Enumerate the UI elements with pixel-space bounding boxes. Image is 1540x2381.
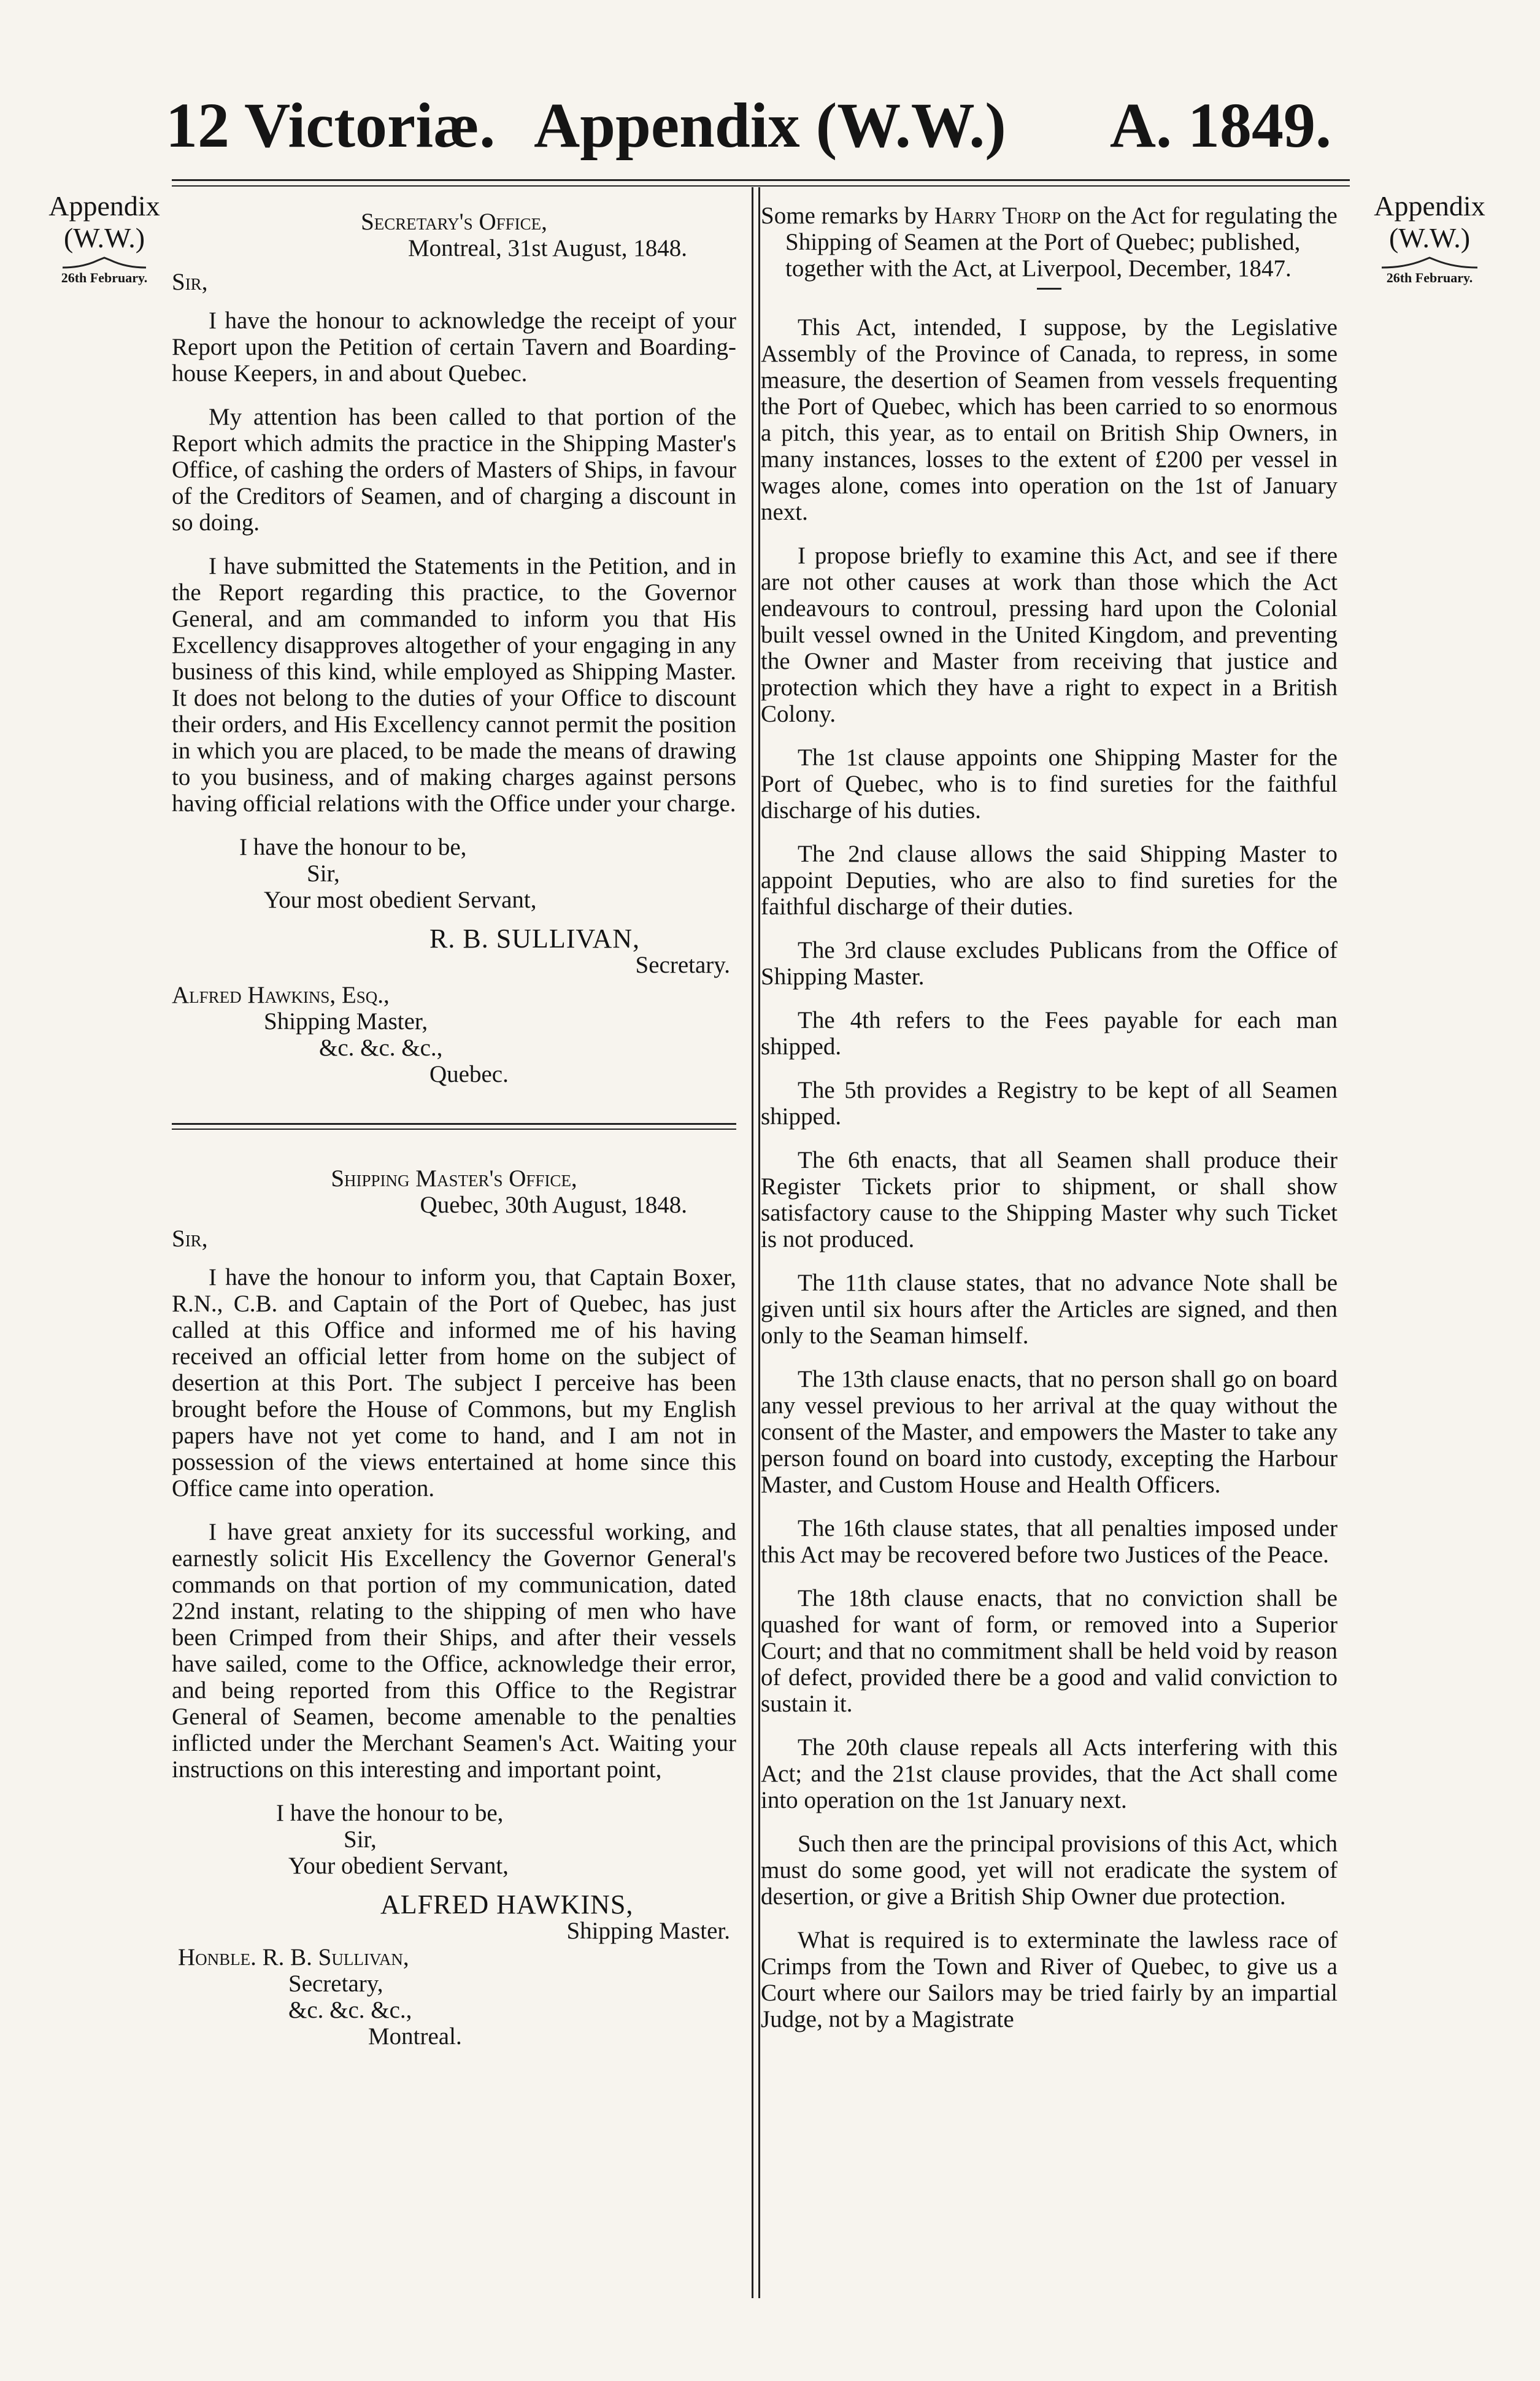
letter-signature: R. B. SULLIVAN,: [429, 924, 641, 954]
remarks-paragraph: The 2nd clause allows the said Shipping Master to appoint Deputies, who are also to find sureties for the faithful discharge of their duties.: [761, 841, 1338, 920]
closing-line: Your most obedient Servant,: [264, 887, 537, 913]
letter-salutation: Sir,: [172, 1225, 208, 1252]
letter-addressee: [172, 1944, 736, 2050]
letter-addressee: [172, 982, 736, 1087]
margin-note-left: [25, 190, 184, 286]
remarks-intro: [761, 203, 1338, 282]
letter-shipping-master: [172, 1165, 736, 2050]
header-session: 12 Victoriæ.: [166, 90, 496, 161]
signature-title: Secretary.: [635, 952, 730, 978]
letter-paragraph: I have great anxiety for its successful working, and earnestly solicit His Excellency the Governor General's commands on that portion of my communication, dated 22nd instant, relating to the shipping of men who have been Crimped from their Ships, and after their vessels have sailed, come to the Office, acknowledge their error, and being reported from this Office to the Registrar General of Seamen, become amenable to the penalties inflicted under the Merchant Seamen's Act. Waiting your instructions on this interesting and important point,: [172, 1519, 736, 1783]
remarks-paragraph: The 1st clause appoints one Shipping Master for the Port of Quebec, who is to find sureties for the faithful discharge of his duties.: [761, 744, 1338, 824]
right-column: [761, 203, 1338, 2050]
remarks-paragraph: The 6th enacts, that all Seamen shall produce their Register Tickets prior to shipment, or shall show satisfactory cause to the Shipping Master why such Ticket is not produced.: [761, 1147, 1338, 1252]
remarks-paragraph: The 4th refers to the Fees payable for each man shipped.: [761, 1007, 1338, 1060]
addressee-line: Alfred Hawkins, Esq.,: [172, 982, 390, 1008]
remarks-paragraph: The 16th clause states, that all penalties imposed under this Act may be recovered before two Justices of the Peace.: [761, 1515, 1338, 1568]
remarks-paragraph: The 11th clause states, that no advance Note shall be given until six hours after the Articles are signed, and then only to the Seaman himself.: [761, 1270, 1338, 1349]
left-column: [172, 209, 736, 2050]
letter-dateline: Montreal, 31st August, 1848.: [408, 235, 687, 261]
letter-secretary: [172, 209, 736, 1087]
remarks-paragraph: The 3rd clause excludes Publicans from the Office of Shipping Master.: [761, 937, 1338, 990]
remarks-intro-prefix: Some remarks by: [761, 203, 928, 229]
addressee-line: &c. &c. &c.,: [319, 1035, 443, 1061]
closing-line: I have the honour to be,: [239, 834, 467, 860]
remarks-author: Harry Thorp: [934, 203, 1061, 229]
remarks-paragraph: The 18th clause enacts, that no conviction shall be quashed for want of form, or removed into a Superior Court; and that no commitment shall be held void by reason of defect, provided there be a good and valid conviction to sustain it.: [761, 1585, 1338, 1717]
remarks-paragraph: What is required is to exterminate the lawless race of Crimps from the Town and River of Quebec, to give us a Court where our Sailors may be tried fairly by an impartial Judge, not by a Magistrate: [761, 1927, 1338, 2032]
closing-line: Sir,: [307, 860, 340, 887]
margin-appendix-label: Appendix: [1374, 190, 1485, 222]
addressee-line: Quebec.: [429, 1061, 509, 1087]
letter-paragraph: I have the honour to acknowledge the receipt of your Report upon the Petition of certain Tavern and Boarding-house Keepers, in and about Quebec.: [172, 307, 736, 387]
header-rule: [172, 179, 1350, 181]
margin-appendix-label: Appendix: [48, 190, 160, 222]
letter-paragraph: I have the honour to inform you, that Captain Boxer, R.N., C.B. and Captain of the Port of Quebec, has just called at this Office and informed me of his having received an official letter from home on the subject of desertion at this Port. The subject I perceive has been brought before the House of Commons, but my English papers have not yet come to hand, and I am not in possession of the views entertained at home since this Office came into operation.: [172, 1264, 736, 1502]
letter-closing: [172, 834, 736, 978]
addressee-line: Secretary,: [288, 1970, 383, 1997]
margin-date: 26th February.: [1386, 270, 1473, 285]
letter-separator: [172, 1123, 736, 1130]
letter-closing: [172, 1800, 736, 1944]
letter-office: Shipping Master's Office,: [331, 1165, 577, 1192]
remarks-paragraph: This Act, intended, I suppose, by the Legislative Assembly of the Province of Canada, to repress, in some measure, the desertion of Seamen from vessels frequenting the Port of Quebec, which has been carried to so enormous a pitch, this year, as to entail on British Ship Owners, in many instances, losses to the extent of £200 per vessel in wages alone, comes into operation on the 1st of January next.: [761, 314, 1338, 525]
closing-line: I have the honour to be,: [276, 1800, 504, 1826]
header-rule-inner: [172, 185, 1350, 187]
addressee-line: Montreal.: [368, 2023, 462, 2050]
addressee-line: Honble. R. B. Sullivan,: [178, 1944, 409, 1970]
letter-salutation: Sir,: [172, 269, 208, 295]
letter-signature: ALFRED HAWKINS,: [380, 1889, 634, 1920]
remarks-paragraph: The 5th provides a Registry to be kept of all Seamen shipped.: [761, 1077, 1338, 1130]
closing-line: Your obedient Servant,: [288, 1853, 509, 1879]
page-header: [0, 92, 1540, 160]
margin-date: 26th February.: [61, 270, 148, 285]
brace-icon: [61, 257, 147, 270]
remarks-paragraph: I propose briefly to examine this Act, and see if there are not other causes at work than those which the Act endeavours to controul, pressing hard upon the Colonial built vessel owned in the United Kingdom, and preventing the Owner and Master from receiving that justice and protection which they have a right to expect in a British Colony.: [761, 542, 1338, 727]
letter-paragraph: I have submitted the Statements in the Petition, and in the Report regarding this practice, to the Governor General, and am commanded to inform you that His Excellency disapproves altogether of your engaging in any business of this kind, while employed as Shipping Master. It does not belong to the duties of your Office to discount their orders, and His Excellency cannot permit the position in which you are placed, to be made the means of drawing to you business, and of making charges against persons having official relations with the Office under your charge.: [172, 553, 736, 817]
closing-line: Sir,: [344, 1826, 377, 1853]
margin-note-right: [1338, 190, 1522, 286]
signature-title: Shipping Master.: [566, 1918, 730, 1944]
margin-appendix-code: (W.W.): [1388, 222, 1471, 253]
margin-appendix-code: (W.W.): [63, 222, 145, 253]
letter-paragraph: My attention has been called to that portion of the Report which admits the practice in the Shipping Master's Office, of cashing the orders of Masters of Ships, in favour of the Creditors of Seamen, and of charging a discount in so doing.: [172, 404, 736, 536]
header-year: A. 1849.: [1109, 90, 1331, 161]
column-divider: [752, 187, 760, 2298]
brace-icon: [1380, 257, 1479, 270]
letter-dateline: Quebec, 30th August, 1848.: [420, 1192, 687, 1218]
remarks-paragraph: Such then are the principal provisions of this Act, which must do some good, yet will not eradicate the system of desertion, or give a British Ship Owner due protection.: [761, 1831, 1338, 1910]
remarks-intro-rest: on the Act for regulating the Shipping of Seamen at the Port of Quebec; published, together with the Act, at Liverpool, December, 1847.: [785, 203, 1338, 282]
remarks-dash: [1037, 288, 1061, 290]
letter-office: Secretary's Office,: [361, 209, 547, 235]
addressee-line: Shipping Master,: [264, 1008, 428, 1035]
addressee-line: &c. &c. &c.,: [288, 1997, 412, 2023]
remarks-paragraph: The 13th clause enacts, that no person shall go on board any vessel previous to her arrival at the quay without the consent of the Master, and empowers the Master to take any person found on board into custody, excepting the Harbour Master, and Custom House and Health Officers.: [761, 1366, 1338, 1498]
remarks-paragraph: The 20th clause repeals all Acts interfering with this Act; and the 21st clause provides, that the Act shall come into operation on the 1st January next.: [761, 1734, 1338, 1813]
header-appendix: Appendix (W.W.): [534, 90, 1006, 161]
